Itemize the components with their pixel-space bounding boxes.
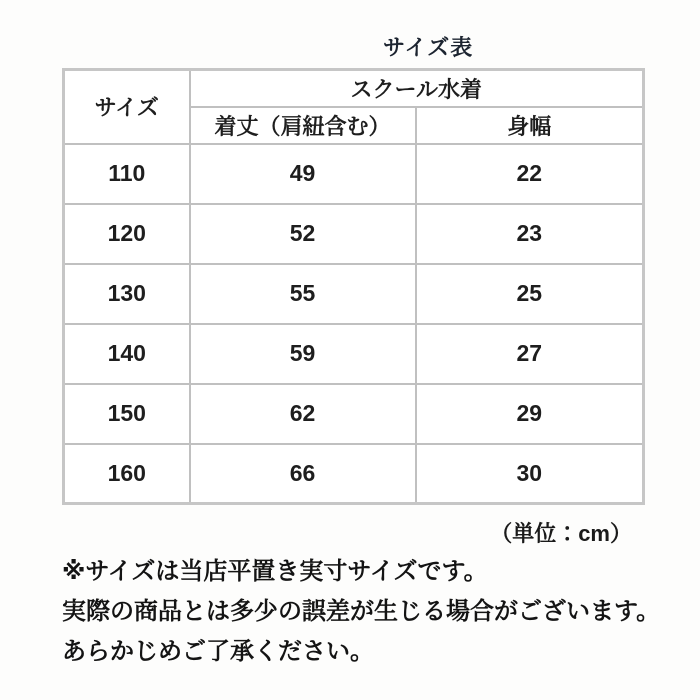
width-cell: 29 — [416, 384, 644, 444]
length-cell: 55 — [190, 264, 416, 324]
width-cell: 23 — [416, 204, 644, 264]
note-line-2: 実際の商品とは多少の誤差が生じる場合がございます。 — [62, 598, 661, 625]
table-row-110 — [64, 144, 644, 204]
length-cell: 66 — [190, 444, 416, 504]
header-product-group: スクール水着 — [190, 70, 644, 107]
size-cell: 140 — [64, 324, 190, 384]
table-row-150 — [64, 384, 644, 444]
length-cell: 49 — [190, 144, 416, 204]
header-size-column: サイズ — [64, 70, 190, 144]
width-cell: 30 — [416, 444, 644, 504]
length-cell: 59 — [190, 324, 416, 384]
size-cell: 110 — [64, 144, 190, 204]
table-row-130 — [64, 264, 644, 324]
width-cell: 25 — [416, 264, 644, 324]
table-row-120 — [64, 204, 644, 264]
length-cell: 52 — [190, 204, 416, 264]
note-line-1: ※サイズは当店平置き実寸サイズです。 — [62, 558, 488, 585]
note-line-3: あらかじめご了承ください。 — [62, 638, 374, 665]
disclaimer-notes — [62, 552, 662, 672]
unit-note: （単位：cm） — [490, 521, 632, 546]
length-cell: 62 — [190, 384, 416, 444]
header-width-column: 身幅 — [416, 107, 644, 144]
width-cell: 27 — [416, 324, 644, 384]
width-cell: 22 — [416, 144, 644, 204]
table-row-140 — [64, 324, 644, 384]
size-table — [62, 68, 645, 505]
size-cell: 150 — [64, 384, 190, 444]
size-cell: 160 — [64, 444, 190, 504]
table-row-160 — [64, 444, 644, 504]
page-title: サイズ表 — [383, 35, 474, 60]
size-cell: 130 — [64, 264, 190, 324]
table-header-row-group — [64, 70, 644, 107]
header-length-column: 着丈（肩紐含む） — [190, 107, 416, 144]
size-cell: 120 — [64, 204, 190, 264]
